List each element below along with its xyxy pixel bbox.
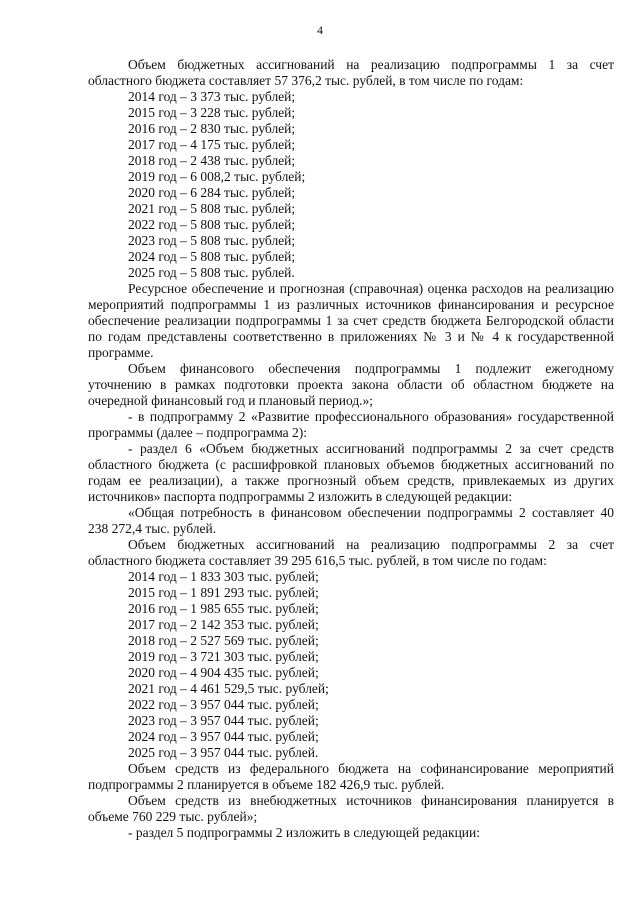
- year-line: 2022 год – 5 808 тыс. рублей;: [128, 217, 296, 232]
- year-line: 2017 год – 2 142 353 тыс. рублей;: [128, 617, 319, 632]
- year-line: 2016 год – 2 830 тыс. рублей;: [128, 121, 296, 136]
- year-line: 2020 год – 4 904 435 тыс. рублей;: [128, 665, 319, 680]
- year-line: 2019 год – 3 721 303 тыс. рублей;: [128, 649, 319, 664]
- year-line: 2025 год – 5 808 тыс. рублей.: [128, 265, 295, 280]
- paragraph-subprogram1-budget: Объем бюджетных ассигнований на реализацию подпрограммы 1 за счет областного бюджета составляет 57 376,2 тыс. рублей, в том числе по годам:: [88, 57, 614, 88]
- year-line: 2014 год – 1 833 303 тыс. рублей;: [128, 569, 319, 584]
- year-line: 2014 год – 3 373 тыс. рублей;: [128, 89, 296, 104]
- paragraph-subprogram2-budget: Объем бюджетных ассигнований на реализацию подпрограммы 2 за счет областного бюджета составляет 39 295 616,5 тыс. рублей, в том числе по годам:: [88, 537, 614, 568]
- paragraph-extrabudgetary: Объем средств из внебюджетных источников финансирования планируется в объеме 760 229 тыс. рублей»;: [88, 793, 614, 824]
- year-line: 2022 год – 3 957 044 тыс. рублей;: [128, 697, 319, 712]
- year-line: 2016 год – 1 985 655 тыс. рублей;: [128, 601, 319, 616]
- page-number: 4: [317, 23, 323, 37]
- year-line: 2015 год – 3 228 тыс. рублей;: [128, 105, 296, 120]
- paragraph-annual-adjustment: Объем финансового обеспечения подпрограммы 1 подлежит ежегодному уточнению в рамках подготовки проекта закона области об областном бюджете на очередной финансовый год и плановый период.»;: [88, 361, 614, 408]
- year-line: 2025 год – 3 957 044 тыс. рублей.: [128, 745, 319, 760]
- paragraph-section5: - раздел 5 подпрограммы 2 изложить в следующей редакции:: [128, 825, 480, 840]
- year-line: 2017 год – 4 175 тыс. рублей;: [128, 137, 296, 152]
- year-line: 2023 год – 3 957 044 тыс. рублей;: [128, 713, 319, 728]
- year-line: 2020 год – 6 284 тыс. рублей;: [128, 185, 296, 200]
- year-line: 2024 год – 3 957 044 тыс. рублей;: [128, 729, 319, 744]
- year-line: 2019 год – 6 008,2 тыс. рублей;: [128, 169, 306, 184]
- year-line: 2015 год – 1 891 293 тыс. рублей;: [128, 585, 319, 600]
- year-line: 2023 год – 5 808 тыс. рублей;: [128, 233, 296, 248]
- year-line: 2021 год – 4 461 529,5 тыс. рублей;: [128, 681, 329, 696]
- paragraph-section6: - раздел 6 «Объем бюджетных ассигнований подпрограммы 2 за счет средств областного бюджета (с расшифровкой плановых объемов бюджетных ассигнований по годам ее реализации), а также прогнозный объем средств, привлекаемых из других источников» паспорта подпрограммы 2 изложить в следующей редакции:: [88, 441, 614, 504]
- year-line: 2018 год – 2 438 тыс. рублей;: [128, 153, 296, 168]
- document-body: [88, 57, 614, 841]
- paragraph-subprogram2-intro: - в подпрограмму 2 «Развитие профессионального образования» государственной программы (далее – подпрограмма 2):: [88, 409, 614, 440]
- year-line: 2021 год – 5 808 тыс. рублей;: [128, 201, 296, 216]
- paragraph-resource-provision: Ресурсное обеспечение и прогнозная (справочная) оценка расходов на реализацию мероприятий подпрограммы 1 из различных источников финансирования и ресурсное обеспечение реализации подпрограммы 1 за счет средств бюджета Белгородской области по годам представлены соответственно в приложениях № 3 и № 4 к государственной программе.: [88, 281, 614, 360]
- paragraph-federal-cofinancing: Объем средств из федерального бюджета на софинансирование мероприятий подпрограммы 2 планируется в объеме 182 426,9 тыс. рублей.: [88, 761, 614, 792]
- paragraph-total-need: «Общая потребность в финансовом обеспечении подпрограммы 2 составляет 40 238 272,4 тыс. рублей.: [88, 505, 614, 536]
- year-line: 2018 год – 2 527 569 тыс. рублей;: [128, 633, 319, 648]
- year-line: 2024 год – 5 808 тыс. рублей;: [128, 249, 296, 264]
